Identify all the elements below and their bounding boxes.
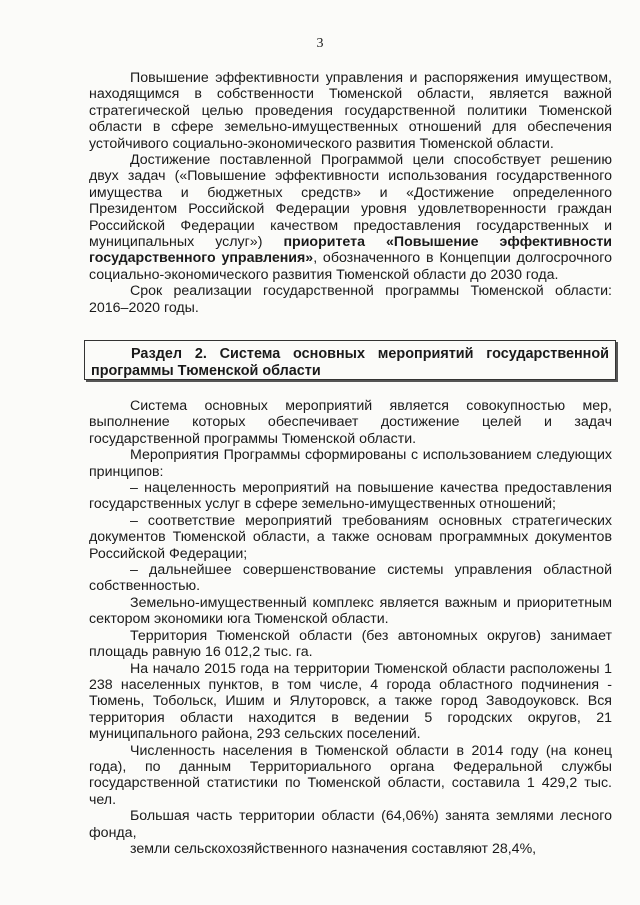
paragraph-agricultural-lands: земли сельскохозяйственного назначения составляют 28,4%, [130, 840, 537, 857]
intro-text-block [89, 70, 612, 316]
paragraph-territory-area: Территория Тюменской области (без автономных округов) занимает площадь равную 16 012,2 тыс. га. [89, 627, 612, 661]
paragraph-goal: Повышение эффективности управления и распоряжения имуществом, находящимся в собственности Тюменской области, является важной стратегической целью проведения государственной политики Тюменской области в сфере земельно-имущественных отношений для обеспечения устойчивого социально-экономического развития Тюменской области. [89, 70, 612, 152]
priority-bold-text: приоритета «Повышение эффективности государственного управления» [89, 234, 612, 267]
paragraph-term: Срок реализации государственной программы Тюменской области: 2016–2020 годы. [89, 283, 612, 316]
paragraph-tasks: Достижение поставленной Программой цели способствует решению двух задач («Повышение эффективности использования государственного имущества и бюджетных средств» и «Достижение определенного Президентом Российской Федерации уровня удовлетворенности граждан Российской Федерации качеством предоставления государственных и муниципальных услуг») приоритета «Повышение эффективности государственного управления», обозначенного в Концепции долгосрочного социально-экономического развития Тюменской области до 2030 года. [89, 152, 612, 283]
page-number: 3 [316, 36, 324, 51]
paragraph-forest-lands: Большая часть территории области (64,06%) занята землями лесного фонда, [89, 808, 612, 841]
paragraph-land-complex: Земельно-имущественный комплекс является важным и приоритетным сектором экономики юга Тюменской области. [89, 594, 612, 628]
section-heading-box [84, 340, 616, 380]
section-heading-line1: Раздел 2. Система основных мероприятий государственной [131, 346, 609, 362]
paragraph-system: Система основных мероприятий является совокупностью мер, выполнение которых обеспечивает достижение целей и задач государственной программы Тюменской области. [89, 398, 612, 447]
section-2-text-block [89, 398, 612, 857]
principle-item-1: – нацеленность мероприятий на повышение качества предоставления государственных услуг в сфере земельно-имущественных отношений; [89, 480, 612, 513]
principle-item-3: – дальнейшее совершенствование системы управления областной собственностью. [89, 562, 612, 595]
paragraph-principles: Мероприятия Программы сформированы с использованием следующих принципов: [89, 447, 612, 480]
principle-item-2: – соответствие мероприятий требованиям основных стратегических документов Тюменской области, а также основам программных документов Российской Федерации; [89, 512, 612, 562]
paragraph-population: Численность населения в Тюменской области в 2014 году (на конец года), по данным Территориального органа Федеральной службы государственной статистики по Тюменской области, составила 1 429,2 тыс. чел. [89, 742, 612, 808]
section-heading-line2: программы Тюменской области [91, 362, 321, 379]
paragraph-settlements: На начало 2015 года на территории Тюменской области расположены 1 238 населенных пунктов, в том числе, 4 города областного подчинения - Тюмень, Тобольск, Ишим и Ялуторовск, а также город Заводоуковск. Вся территория области находится в ведении 5 городских округов, 21 муниципального района, 293 сельских поселений. [89, 660, 612, 743]
